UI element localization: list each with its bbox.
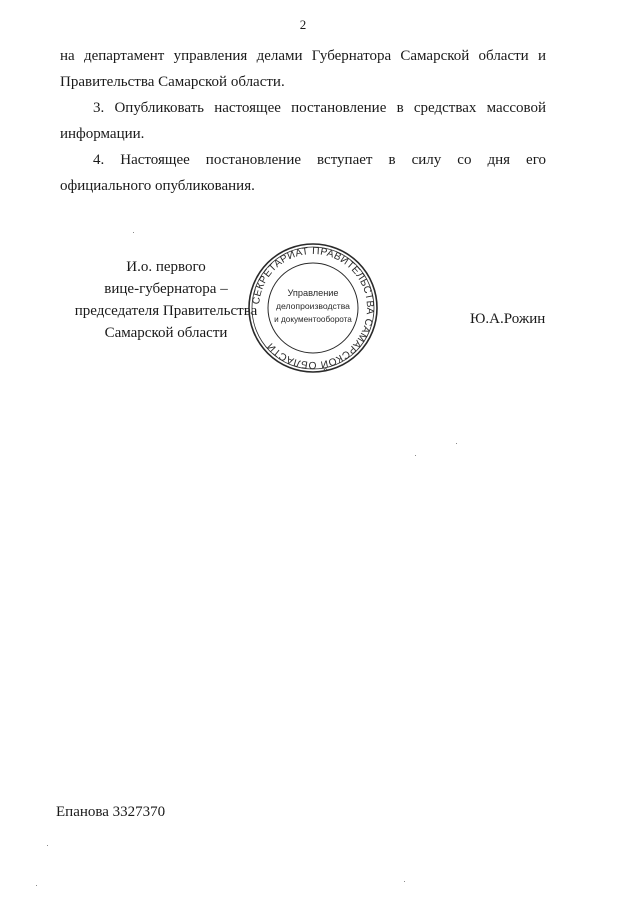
signer-position-line: вице-губернатора – xyxy=(104,281,228,297)
scan-speck xyxy=(133,232,134,233)
scan-speck xyxy=(456,443,457,444)
signer-position-line: председателя Правительства xyxy=(74,303,258,319)
scan-speck xyxy=(36,885,37,886)
signer-position-line: Самарской области xyxy=(104,325,228,341)
signer-position-line: И.о. первого xyxy=(126,259,206,275)
paragraph-effective-date xyxy=(60,147,546,199)
executor-contact: Епанова 3327370 xyxy=(56,804,166,820)
official-stamp xyxy=(246,241,380,375)
paragraph-department xyxy=(60,43,546,95)
scan-speck xyxy=(415,455,416,456)
paragraph-line: 4. Настоящее постановление вступает в силу со дня его xyxy=(93,152,546,168)
signer-name: Ю.А.Рожин xyxy=(470,311,546,327)
stamp-center-line: Управление xyxy=(287,288,339,298)
signer-position xyxy=(60,256,272,344)
paragraph-line: официального опубликования. xyxy=(60,178,255,194)
paragraph-publish xyxy=(60,95,546,147)
stamp-ring-text: СЕКРЕТАРИАТ ПРАВИТЕЛЬСТВА САМАРСКОЙ ОБЛАСТИ xyxy=(251,245,376,371)
stamp-center-line: и документооборота xyxy=(274,315,352,324)
scan-speck xyxy=(404,881,405,882)
stamp-center-line: делопроизводства xyxy=(276,301,350,311)
stamp-seal-graphic xyxy=(246,241,380,375)
paragraph-line: Правительства Самарской области. xyxy=(60,74,285,90)
paragraph-line: 3. Опубликовать настоящее постановление в средствах массовой xyxy=(93,100,546,116)
paragraph-line: на департамент управления делами Губернатора Самарской области и xyxy=(60,48,546,64)
page-number: 2 xyxy=(299,17,307,32)
scan-speck xyxy=(47,845,48,846)
paragraph-line: информации. xyxy=(60,126,145,142)
